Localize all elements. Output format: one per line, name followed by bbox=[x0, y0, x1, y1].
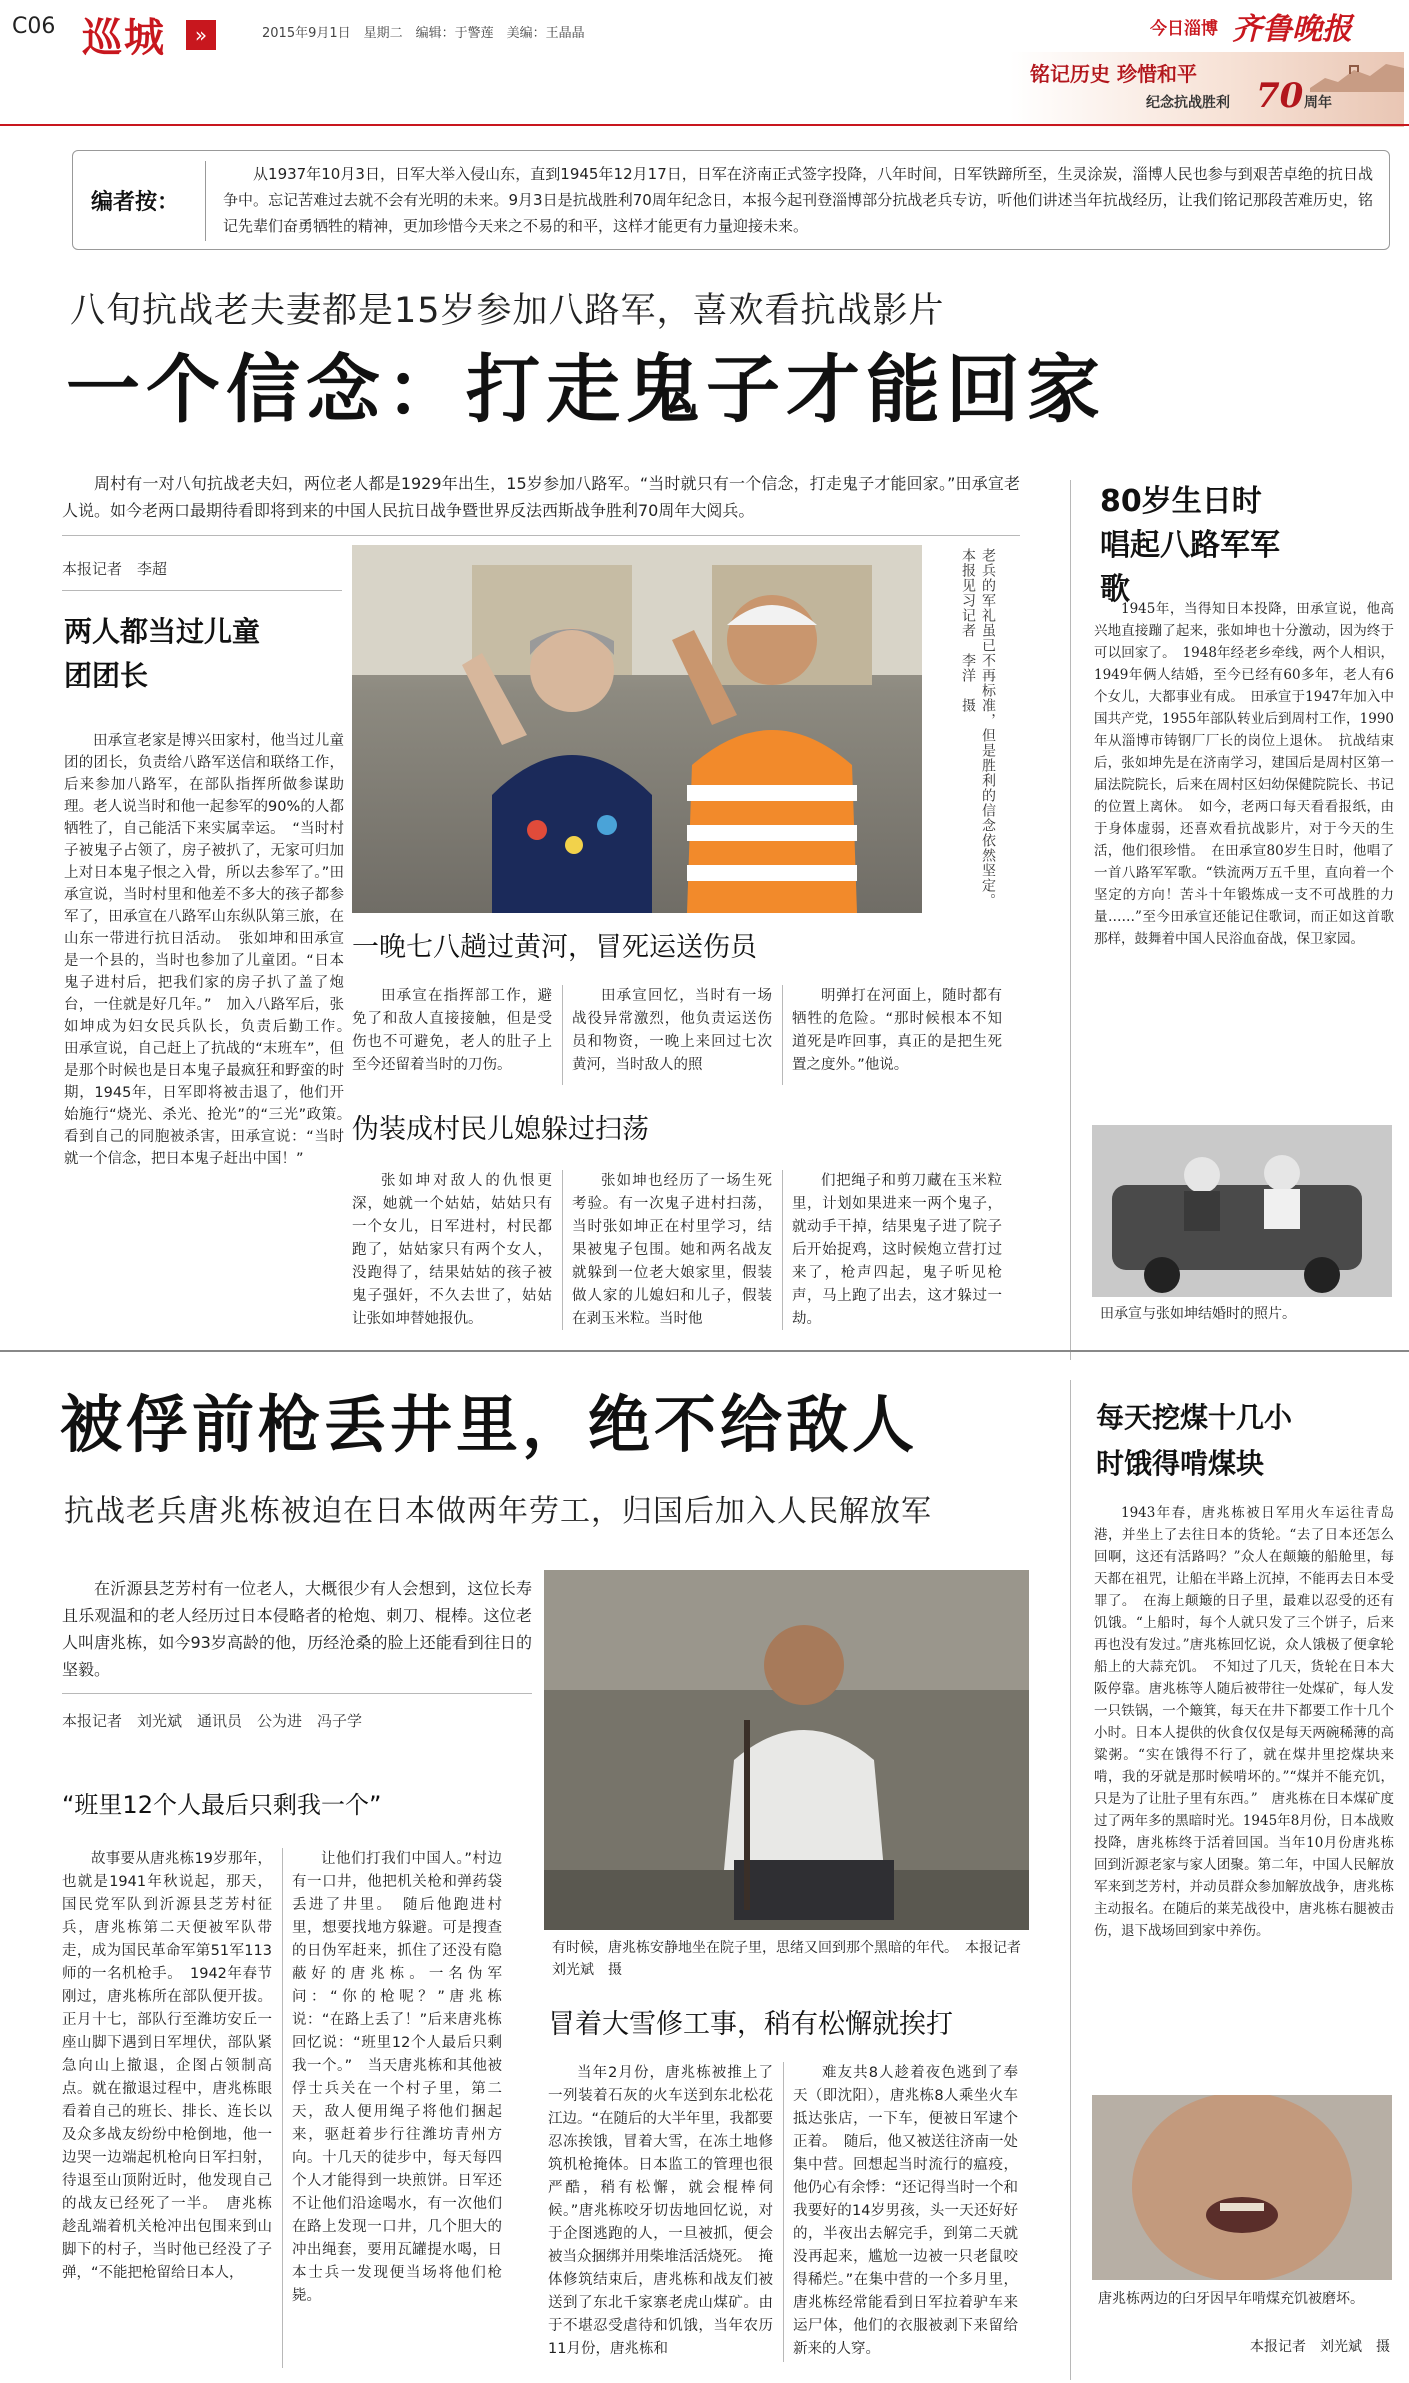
brand-name: 齐鲁晚报 bbox=[1232, 12, 1352, 47]
story2-sub2: 冒着大雪修工事，稍有松懈就挨打 bbox=[548, 2009, 953, 2040]
story1-sub3-col1 bbox=[352, 1170, 552, 1331]
story1-sub3-col2-paragraph: 张如坤也经历了一场生死考验。有一次鬼子进村扫荡，当时张如坤正在村里学习，结果被鬼子包围。她和两名战友就躲到一位老大娘家里，假装做人家的儿媳妇和儿子，假装在剥玉米粒。当时他 bbox=[572, 1173, 772, 1327]
wedding-photo-illustration bbox=[1092, 1125, 1392, 1297]
teeth-photo bbox=[1092, 2095, 1392, 2280]
page-header bbox=[0, 0, 1409, 125]
story2-byline: 本报记者 刘光斌 通讯员 公为进 冯子学 bbox=[62, 1712, 363, 1730]
story2-photo-caption bbox=[552, 1937, 1035, 1981]
page-number: C06 bbox=[12, 14, 56, 39]
story1-lead-paragraph: 周村有一对八旬抗战老夫妇，两位老人都是1929年出生，15岁参加八路军。“当时就只有一个信念，打走鬼子才能回家。”田承宣老人说。如今老两口最期待看即将到来的中国人民抗日战争暨世界反法西斯战争胜利70周年大阅兵。 bbox=[62, 474, 1020, 520]
story1-kicker: 八旬抗战老夫妻都是15岁参加八路军，喜欢看抗战影片 bbox=[70, 291, 945, 331]
editor-note-divider bbox=[205, 161, 206, 241]
story2-sub1: “班里12个人最后只剩我一个” bbox=[62, 1791, 382, 1819]
story1-sub3-col2 bbox=[572, 1170, 772, 1331]
editor-note-label: 编者按： bbox=[91, 190, 180, 215]
banner-suffix: 周年 bbox=[1304, 95, 1332, 111]
editor-note-text bbox=[223, 161, 1373, 239]
story1-side-body bbox=[1094, 598, 1394, 950]
story2-sub2-divider bbox=[783, 2062, 784, 2362]
story2-sidebar-divider bbox=[1070, 1380, 1071, 2380]
story1-side-head: 80岁生日时唱起八路军军歌 bbox=[1100, 484, 1280, 607]
story1-sub2: 一晚七八趟过黄河，冒死运送伤员 bbox=[352, 932, 757, 963]
story2-headline: 被俘前枪丢井里，绝不给敌人 bbox=[60, 1388, 919, 1461]
story1-byline: 本报记者 李超 bbox=[62, 560, 168, 578]
story2-photo-caption-text: 有时候，唐兆栋安静地坐在院子里，思绪又回到那个黑暗的年代。 本报记者 刘光斌 摄 bbox=[552, 1940, 1035, 1978]
banner-slogan: 铭记历史 珍惜和平 bbox=[1030, 62, 1197, 86]
brand-small: 今日淄博 bbox=[1150, 19, 1218, 39]
seated-photo-illustration bbox=[544, 1570, 1029, 1930]
banner-sub: 纪念抗战胜利 bbox=[1146, 95, 1230, 111]
story2-col-divider bbox=[282, 1848, 283, 2368]
story-separator bbox=[0, 1350, 1409, 1352]
banner-number: 70 bbox=[1256, 76, 1304, 116]
veteran-seated-photo bbox=[544, 1570, 1029, 1930]
story2-side-photographer: 本报记者 刘光斌 摄 bbox=[1250, 2339, 1390, 2355]
story1-sub3: 伪装成村民儿媳躲过扫荡 bbox=[352, 1114, 649, 1145]
editor-note-paragraph: 从1937年10月3日，日军大举入侵山东，直到1945年12月17日，日军在济南正式签字投降，八年时间，日军铁蹄所至，生灵涂炭，淄博人民也参与到艰苦卓绝的抗日战争中。忘记苦难过去就不会有光明的未来。9月3日是抗战胜利70周年纪念日，本报今起刊登淄博部分抗战老兵专访，听他们讲述当年抗战经历，让我们铭记那段苦难历史，铭记先辈们奋勇牺牲的精神，更加珍惜今天来之不易的和平，这样才能更有力量迎接未来。 bbox=[223, 165, 1373, 235]
story1-sub1: 两人都当过儿童团团长 bbox=[64, 615, 261, 692]
section-arrow-icon: » bbox=[186, 20, 216, 50]
story1-photo-caption: 老兵的军礼虽已不再标准，但是胜利的信念依然坚定。 本报见习记者 李洋 摄 bbox=[960, 548, 996, 916]
story2-sub1-col1-paragraph: 故事要从唐兆栋19岁那年，也就是1941年秋说起，那天，国民党军队到沂源县芝芳村征兵，唐兆栋第二天便被军队带走，成为国民革命军第51军113师的一名机枪手。 1942年春节刚过，唐兆栋所在部队便开拔。正月十七，部队行至潍坊安丘一座山脚下遇到日军埋伏，部队紧急向山上撤退，企图占领制高点。就在撤退过程中，唐兆栋眼看着自己的班长、排长、连长以及众多战友纷纷中枪倒地，他一边哭一边端起机枪向日军扫射，待退至山顶附近时，他发现自己的战友已经死了一半。 唐兆栋趁乱端着机关枪冲出包围来到山脚下的村子，当时他已经没了子弹，“不能把枪留给日本人， bbox=[62, 1851, 272, 2281]
story1-sub2-col2-paragraph: 田承宣回忆，当时有一场战役异常激烈，他负责运送伤员和物资，一晚上来回过七次黄河，当时敌人的照 bbox=[572, 988, 772, 1073]
story1-sub3-divider-b bbox=[782, 1170, 783, 1330]
anniversary-banner bbox=[1010, 52, 1404, 127]
story1-sub1-body bbox=[64, 730, 359, 1170]
story1-side-caption: 田承宣与张如坤结婚时的照片。 bbox=[1100, 1306, 1296, 1322]
story1-lead-rule bbox=[62, 535, 1020, 536]
date-line: 2015年9月1日 星期二 编辑：于警莲 美编：王晶晶 bbox=[262, 26, 585, 41]
story2-lead bbox=[62, 1575, 532, 1683]
story1-sub2-col3 bbox=[792, 985, 1002, 1077]
story1-byline-rule bbox=[62, 590, 342, 591]
story2-side-paragraph: 1943年春，唐兆栋被日军用火车运往青岛港，并坐上了去往日本的货轮。“去了日本还怎么回啊，这还有活路吗？”众人在颠簸的船舱里，每天都在祖咒，让船在半路上沉掉，不能再去日本受罪了。 在海上颠簸的日子里，最难以忍受的还有饥饿。“上船时，每个人就只发了三个饼子，后来再也没有发过。”唐兆栋回忆说，众人饿极了便拿轮船上的大蒜充饥。 不知过了几天，货轮在日本大阪停靠。唐兆栋等人随后被带往一处煤矿，每人发一只铁锅，一个簸箕，每天在井下都要工作十几个小时。日本人提供的伙食仅仅是每天两碗稀薄的高粱粥。“实在饿得不行了，就在煤井里挖煤块来啃，我的牙就是那时候啃坏的。”“煤并不能充饥，只是为了让肚子里有东西。” 唐兆栋在日本煤矿度过了两年多的黑暗时光。1945年8月份，日本战败投降，唐兆栋终于活着回国。当年10月份唐兆栋回到沂源老家与家人团聚。第二年，中国人民解放军来到芝芳村，并动员群众参加解放战争，唐兆栋主动报名。在随后的莱芜战役中，唐兆栋右腿被击伤，退下战场回到家中养伤。 bbox=[1094, 1505, 1394, 1939]
story2-sub1-col2-paragraph: 让他们打我们中国人。”村边有一口井，他把机关枪和弹药袋丢进了井里。 随后他跑进村里，想要找地方躲避。可是搜查的日伪军赶来，抓住了还没有隐蔽好的唐兆栋。一名伪军问：“你的枪呢？”唐兆栋说：“在路上丢了！”后来唐兆栋回忆说：“班里12个人最后只剩我一个。” 当天唐兆栋和其他被俘士兵关在一个村子里，第二天，敌人便用绳子将他们捆起来，驱赶着步行往潍坊青州方向。十几天的徒步中，每天每四个人才能得到一块煎饼。日军还不让他们沿途喝水，有一次他们在路上发现一口井，几个胆大的冲出绳套，要用瓦罐提水喝，日本士兵一发现便当场将他们枪毙。 bbox=[292, 1851, 502, 2304]
story2-sub1-col2 bbox=[292, 1848, 502, 2308]
photo-illustration bbox=[352, 545, 922, 913]
story2-sub1-col1 bbox=[62, 1848, 272, 2285]
story2-sub2-col2 bbox=[793, 2062, 1018, 2361]
story1-side-paragraph: 1945年，当得知日本投降，田承宣说，他高兴地直接蹦了起来，张如坤也十分激动，因为终于可以回家了。 1948年经老乡牵线，两个人相识，1949年俩人结婚，至今已经有60多年，老人有6个女儿，大都事业有成。 田承宣于1947年加入中国共产党，1955年部队转业后到周村工作，1990年从淄博市铸钢厂厂长的岗位上退休。 抗战结束后，张如坤先是在济南学习，建国后是周村区第一届法院院长，后来在周村区妇幼保健院院长、书记的位置上离休。 如今，老两口每天看看报纸，由于身体虚弱，还喜欢看抗战影片，对于今天的生活，他们很珍惜。 在田承宣80岁生日时，他唱了一首八路军军歌。“铁流两万五千里，直向着一个坚定的方向！苦斗十年锻炼成一支不可战胜的力量……”至今田承宣还能记住歌词，而正如这首歌那样，鼓舞着中国人民浴血奋战，保卫家园。 bbox=[1094, 601, 1394, 947]
story1-sub2-col2 bbox=[572, 985, 772, 1077]
story1-sub3-col3-paragraph: 们把绳子和剪刀藏在玉米粒里，计划如果进来一两个鬼子，就动手干掉，结果鬼子进了院子后开始捉鸡，这时候炮立营打过来了，枪声四起，鬼子听见枪声，马上跑了出去，这才躲过一劫。 bbox=[792, 1173, 1002, 1327]
story2-lead-paragraph: 在沂源县芝芳村有一位老人，大概很少有人会想到，这位长寿且乐观温和的老人经历过日本侵略者的枪炮、刺刀、棍棒。这位老人叫唐兆栋，如今93岁高龄的他，历经沧桑的脸上还能看到往日的坚毅。 bbox=[62, 1579, 532, 1679]
story1-sub2-divider-b bbox=[782, 985, 783, 1085]
story2-sub2-col1-paragraph: 当年2月份，唐兆栋被推上了一列装着石灰的火车送到东北松花江边。“在随后的大半年里，我都要忍冻挨饿，冒着大雪，在冻土地修筑机枪掩体。日本监工的管理也很严酷，稍有松懈，就会棍棒伺候。”唐兆栋咬牙切齿地回忆说，对于企图逃跑的人，一旦被抓，便会被当众捆绑并用柴堆活活烧死。 掩体修筑结束后，唐兆栋和战友们被送到了东北千家寨老虎山煤矿。由于不堪忍受虐待和饥饿，当年农历11月份，唐兆栋和 bbox=[548, 2065, 774, 2357]
story1-sub3-divider-a bbox=[562, 1170, 563, 1330]
story1-headline: 一个信念：打走鬼子才能回家 bbox=[66, 347, 1106, 433]
story1-sub1-paragraph: 田承宣老家是博兴田家村，他当过儿童团的团长，负责给八路军送信和联络工作，后来参加八路军，在部队指挥所做参谋助理。老人说当时和他一起参军的90%的人都牺牲了，自己能活下来实属幸运。 “当时村子被鬼子占领了，房子被扒了，无家可归加上对日本鬼子恨之入骨，所以去参军了。”田承宣说，当时村里和他差不多大的孩子都参军了，田承宣在八路军山东纵队第三旅，在山东一带进行抗日活动。 张如坤和田承宣是一个县的，当时也参加了儿童团。“日本鬼子进村后，把我们家的房子扒了盖了炮台，一住就是好几年。” 加入八路军后，张如坤成为妇女民兵队长，负责后勤工作。 田承宣说，自己赶上了抗战的“末班车”，但是那个时候也是日本鬼子最疯狂和野蛮的时期，1945年，日军即将被击退了，他们开始施行“烧光、杀光、抢光”的“三光”政策。 看到自己的同胞被杀害，田承宣说：“当时就一个信念，把日本鬼子赶出中国！” bbox=[64, 733, 359, 1167]
story1-sub2-col3-paragraph: 明弹打在河面上，随时都有牺牲的危险。“那时候根本不知道死是咋回事，真正的是把生死置之度外。”他说。 bbox=[792, 988, 1002, 1073]
story2-side-body bbox=[1094, 1502, 1394, 1942]
story2-side-head: 每天挖煤十几小时饿得啃煤块 bbox=[1096, 1401, 1293, 1480]
story1-sub3-col1-paragraph: 张如坤对敌人的仇恨更深，她就一个姑姑，姑姑只有一个女儿，日军进村，村民都跑了，姑姑家只有两个女人，没跑得了，结果姑姑的孩子被鬼子强奸，不久去世了，姑姑让张如坤替她报仇。 bbox=[352, 1173, 552, 1327]
teeth-photo-illustration bbox=[1092, 2095, 1392, 2280]
story1-sub2-col1-paragraph: 田承宣在指挥部工作，避免了和敌人直接接触，但是受伤也不可避免，老人的肚子上至今还留着当时的刀伤。 bbox=[352, 988, 552, 1073]
wedding-photo bbox=[1092, 1125, 1392, 1297]
header-rule bbox=[0, 124, 1409, 126]
story2-sub2-col1 bbox=[548, 2062, 773, 2361]
story2-sub2-col2-paragraph: 难友共8人趁着夜色逃到了奉天（即沈阳），唐兆栋8人乘坐火车抵达张店，一下车，便被日军逮个正着。 随后，他又被送往济南一处集中营。回想起当时流行的瘟疫，他仍心有余悸：“还记得当时一个和我要好的14岁男孩，头一天还好好的，半夜出去解完手，到第二天就没再起来，尴尬一边被一只老鼠咬得稀烂。”在集中营的一个多月里，唐兆栋经常能看到日军拉着驴车来运尸体，他们的衣服被剥下来留给新来的人穿。 bbox=[793, 2065, 1019, 2357]
veteran-couple-photo bbox=[352, 545, 922, 913]
story2-lead-rule bbox=[62, 1693, 532, 1694]
story1-lead bbox=[62, 470, 1020, 524]
story1-sub2-col1 bbox=[352, 985, 552, 1077]
story1-sub2-divider-a bbox=[562, 985, 563, 1085]
great-wall-icon bbox=[1310, 52, 1404, 92]
story2-kicker: 抗战老兵唐兆栋被迫在日本做两年劳工，归国后加入人民解放军 bbox=[64, 1494, 932, 1529]
story2-side-caption: 唐兆栋两边的臼牙因早年啃煤充饥被磨坏。 bbox=[1098, 2291, 1364, 2307]
editor-note-box bbox=[72, 150, 1390, 250]
story1-sidebar-divider bbox=[1070, 480, 1071, 1360]
section-name: 巡城 bbox=[82, 15, 166, 61]
story1-sub3-col3 bbox=[792, 1170, 1002, 1331]
